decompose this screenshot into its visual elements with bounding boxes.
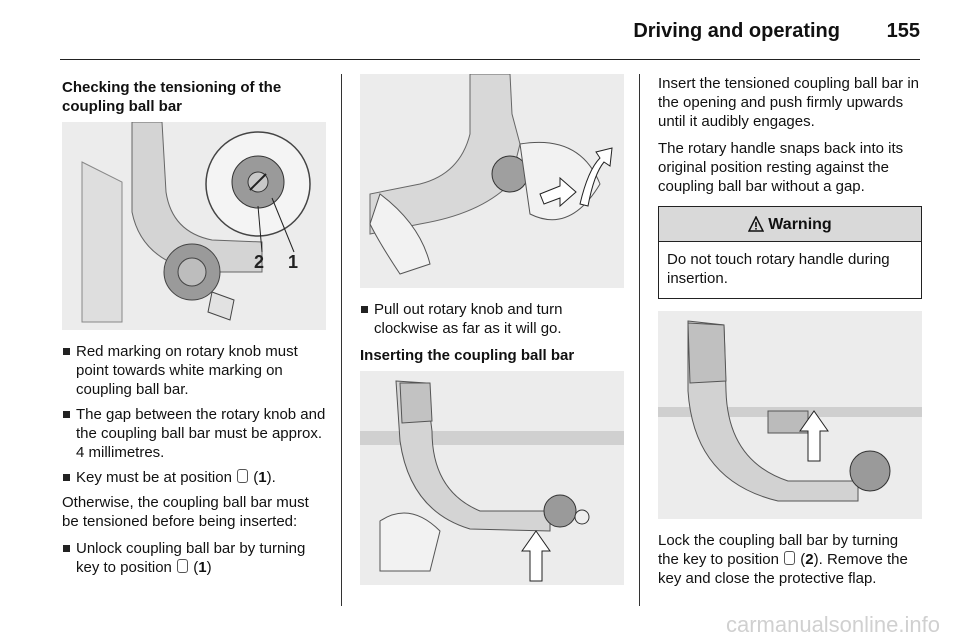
key-icon	[237, 469, 248, 483]
list-item-text: Unlock coupling ball bar by turning key to position	[76, 540, 306, 576]
section-heading: Checking the tensioning of the coupling ball bar	[62, 79, 282, 115]
warning-header	[659, 207, 921, 242]
callout-ref: 1	[258, 469, 267, 486]
paragraph: Insert the tensioned coupling ball bar in the opening and push firmly upwards until it audibly engages.	[658, 75, 920, 130]
paragraph: The rotary handle snaps back into its original position resting against the coupling ball bar without a gap.	[658, 140, 904, 195]
list-item-text: Key must be at position	[76, 469, 232, 486]
section-heading: Inserting the coupling ball bar	[360, 347, 575, 364]
key-icon	[784, 551, 795, 565]
insert-ball-bar-illustration	[360, 371, 624, 585]
paragraph-text: . Remove the key and close the protective flap.	[658, 551, 908, 587]
paragraph: Lock the coupling ball bar by turning the key to position (2). Remove the key and close the protective flap.	[658, 532, 908, 587]
page-header	[60, 14, 920, 60]
list-item: Key must be at position (1).	[62, 468, 326, 487]
list-item: Unlock coupling ball bar by turning key to position (1)	[62, 539, 326, 577]
header-rule	[60, 59, 920, 60]
warning-box	[658, 206, 922, 299]
callout-2: 2	[254, 252, 265, 272]
warning-text: Do not touch rotary handle during insertion.	[667, 251, 890, 287]
warning-icon	[748, 216, 764, 232]
callout-ref: 2	[805, 551, 814, 568]
list-item: Red marking on rotary knob must point towards white marking on coupling ball bar.	[62, 342, 326, 399]
page-number: 155	[886, 20, 920, 42]
callout-ref: 1	[198, 559, 207, 576]
warning-title: Warning	[768, 215, 832, 233]
column-middle	[360, 74, 624, 597]
locked-ball-bar-illustration	[658, 311, 922, 519]
column-left	[62, 74, 326, 583]
list-item: Pull out rotary knob and turn clockwise as far as it will go.	[360, 300, 624, 338]
column-divider	[639, 74, 640, 606]
paragraph-text: Lock the coupling ball bar by turning the key to position	[658, 532, 899, 568]
header-title: Driving and operating	[633, 20, 840, 42]
paragraph: Otherwise, the coupling ball bar must be tensioned before being inserted:	[62, 494, 309, 530]
list-item: The gap between the rotary knob and the coupling ball bar must be approx. 4 millimetres.	[62, 405, 326, 462]
key-icon	[177, 559, 188, 573]
column-divider	[341, 74, 342, 606]
tension-check-illustration	[62, 122, 326, 330]
watermark: carmanualsonline.info	[725, 612, 940, 637]
callout-1: 1	[288, 252, 299, 272]
column-right	[658, 74, 922, 596]
pull-knob-illustration	[360, 74, 624, 288]
